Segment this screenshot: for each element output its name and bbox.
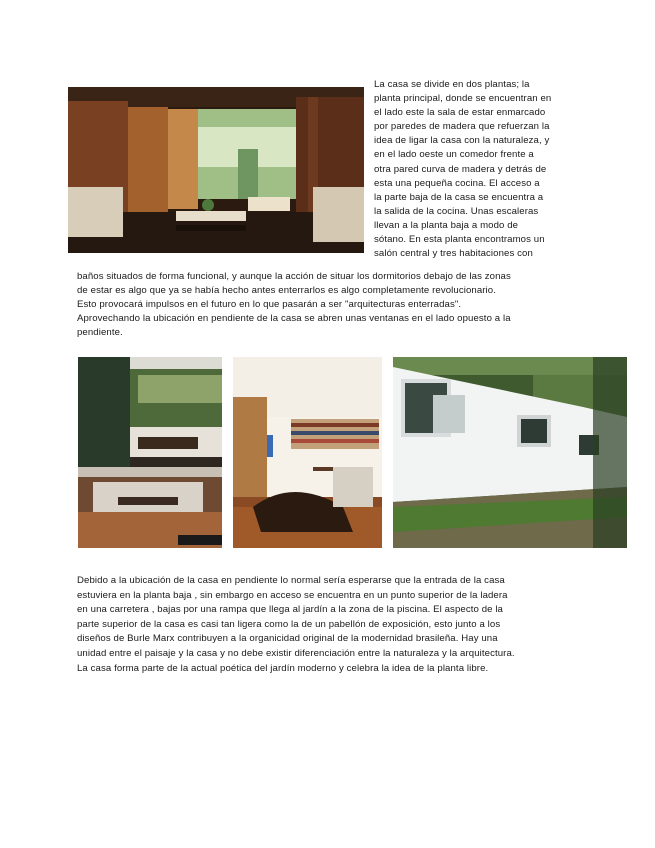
text-line: Esto provocará impulsos en el futuro en lo que pasarán a ser "arquitecturas enterradas". bbox=[77, 299, 462, 311]
text-line: otra pared curva de madera y detrás de bbox=[374, 163, 547, 175]
text-line: Debido a la ubicación de la casa en pendiente lo normal sería esperarse que la entrada de la casa bbox=[77, 575, 505, 586]
text-line: la parte baja de la casa se encuentra a bbox=[374, 191, 544, 203]
intro-wide-text bbox=[77, 270, 589, 340]
intro-side-text bbox=[374, 78, 588, 261]
text-line: planta principal, donde se encuentran en bbox=[374, 93, 552, 105]
body-text bbox=[77, 574, 589, 676]
text-line: unidad entre el paisaje y la casa y no debe existir diferenciación entre la naturaleza y la arquitectura. bbox=[77, 647, 515, 659]
text-line: en el lado oeste un comedor frente a bbox=[374, 149, 534, 161]
text-line: La casa forma parte de la actual poética del jardín moderno y celebra la idea de la planta libre. bbox=[77, 662, 489, 674]
text-line: estuviera en la planta baja , sin embargo en acceso se encuentra en un punto superior de la ladera bbox=[77, 589, 508, 601]
text-line: de estar es algo que ya se había hecho antes enterrarlos es algo completamente revolucionario. bbox=[77, 285, 496, 297]
text-line: pendiente. bbox=[77, 327, 123, 339]
text-line: esta una pequeña cocina. El acceso a bbox=[374, 177, 540, 189]
text-line: por paredes de madera que refuerzan la bbox=[374, 121, 550, 133]
text-line: parte superior de la casa es casi tan ligera como la de un pabellón de exposición, esto junto a los bbox=[77, 618, 501, 630]
text-line: el lado este la sala de estar enmarcado bbox=[374, 107, 546, 119]
text-line: idea de ligar la casa con la naturaleza, y bbox=[374, 135, 550, 147]
text-line: salón central y tres habitaciones con bbox=[374, 248, 533, 260]
lower-floor-photo bbox=[78, 357, 222, 548]
text-line: diseños de Burle Marx contribuyen a la organicidad original de la modernidad brasileña. Hay una bbox=[77, 633, 498, 645]
text-line: en una carretera , bajas por una rampa que llega al jardín a la zona de la piscina. El aspecto de la bbox=[77, 604, 503, 616]
text-line: baños situados de forma funcional, y aunque la acción de situar los dormitorios debajo de las zonas bbox=[77, 271, 511, 282]
text-line: llevan a la planta baja a modo de bbox=[374, 219, 519, 231]
text-line: La casa se divide en dos plantas; la bbox=[374, 79, 530, 90]
text-line: la salida de la cocina. Unas escaleras bbox=[374, 205, 539, 217]
text-line: Aprovechando la ubicación en pendiente de la casa se abren unas ventanas en el lado opuesto a la bbox=[77, 313, 511, 325]
living-room-photo bbox=[68, 87, 364, 253]
text-line: sótano. En esta planta encontramos un bbox=[374, 234, 545, 246]
exterior-facade-photo bbox=[393, 357, 627, 548]
library-chair-photo bbox=[233, 357, 382, 548]
